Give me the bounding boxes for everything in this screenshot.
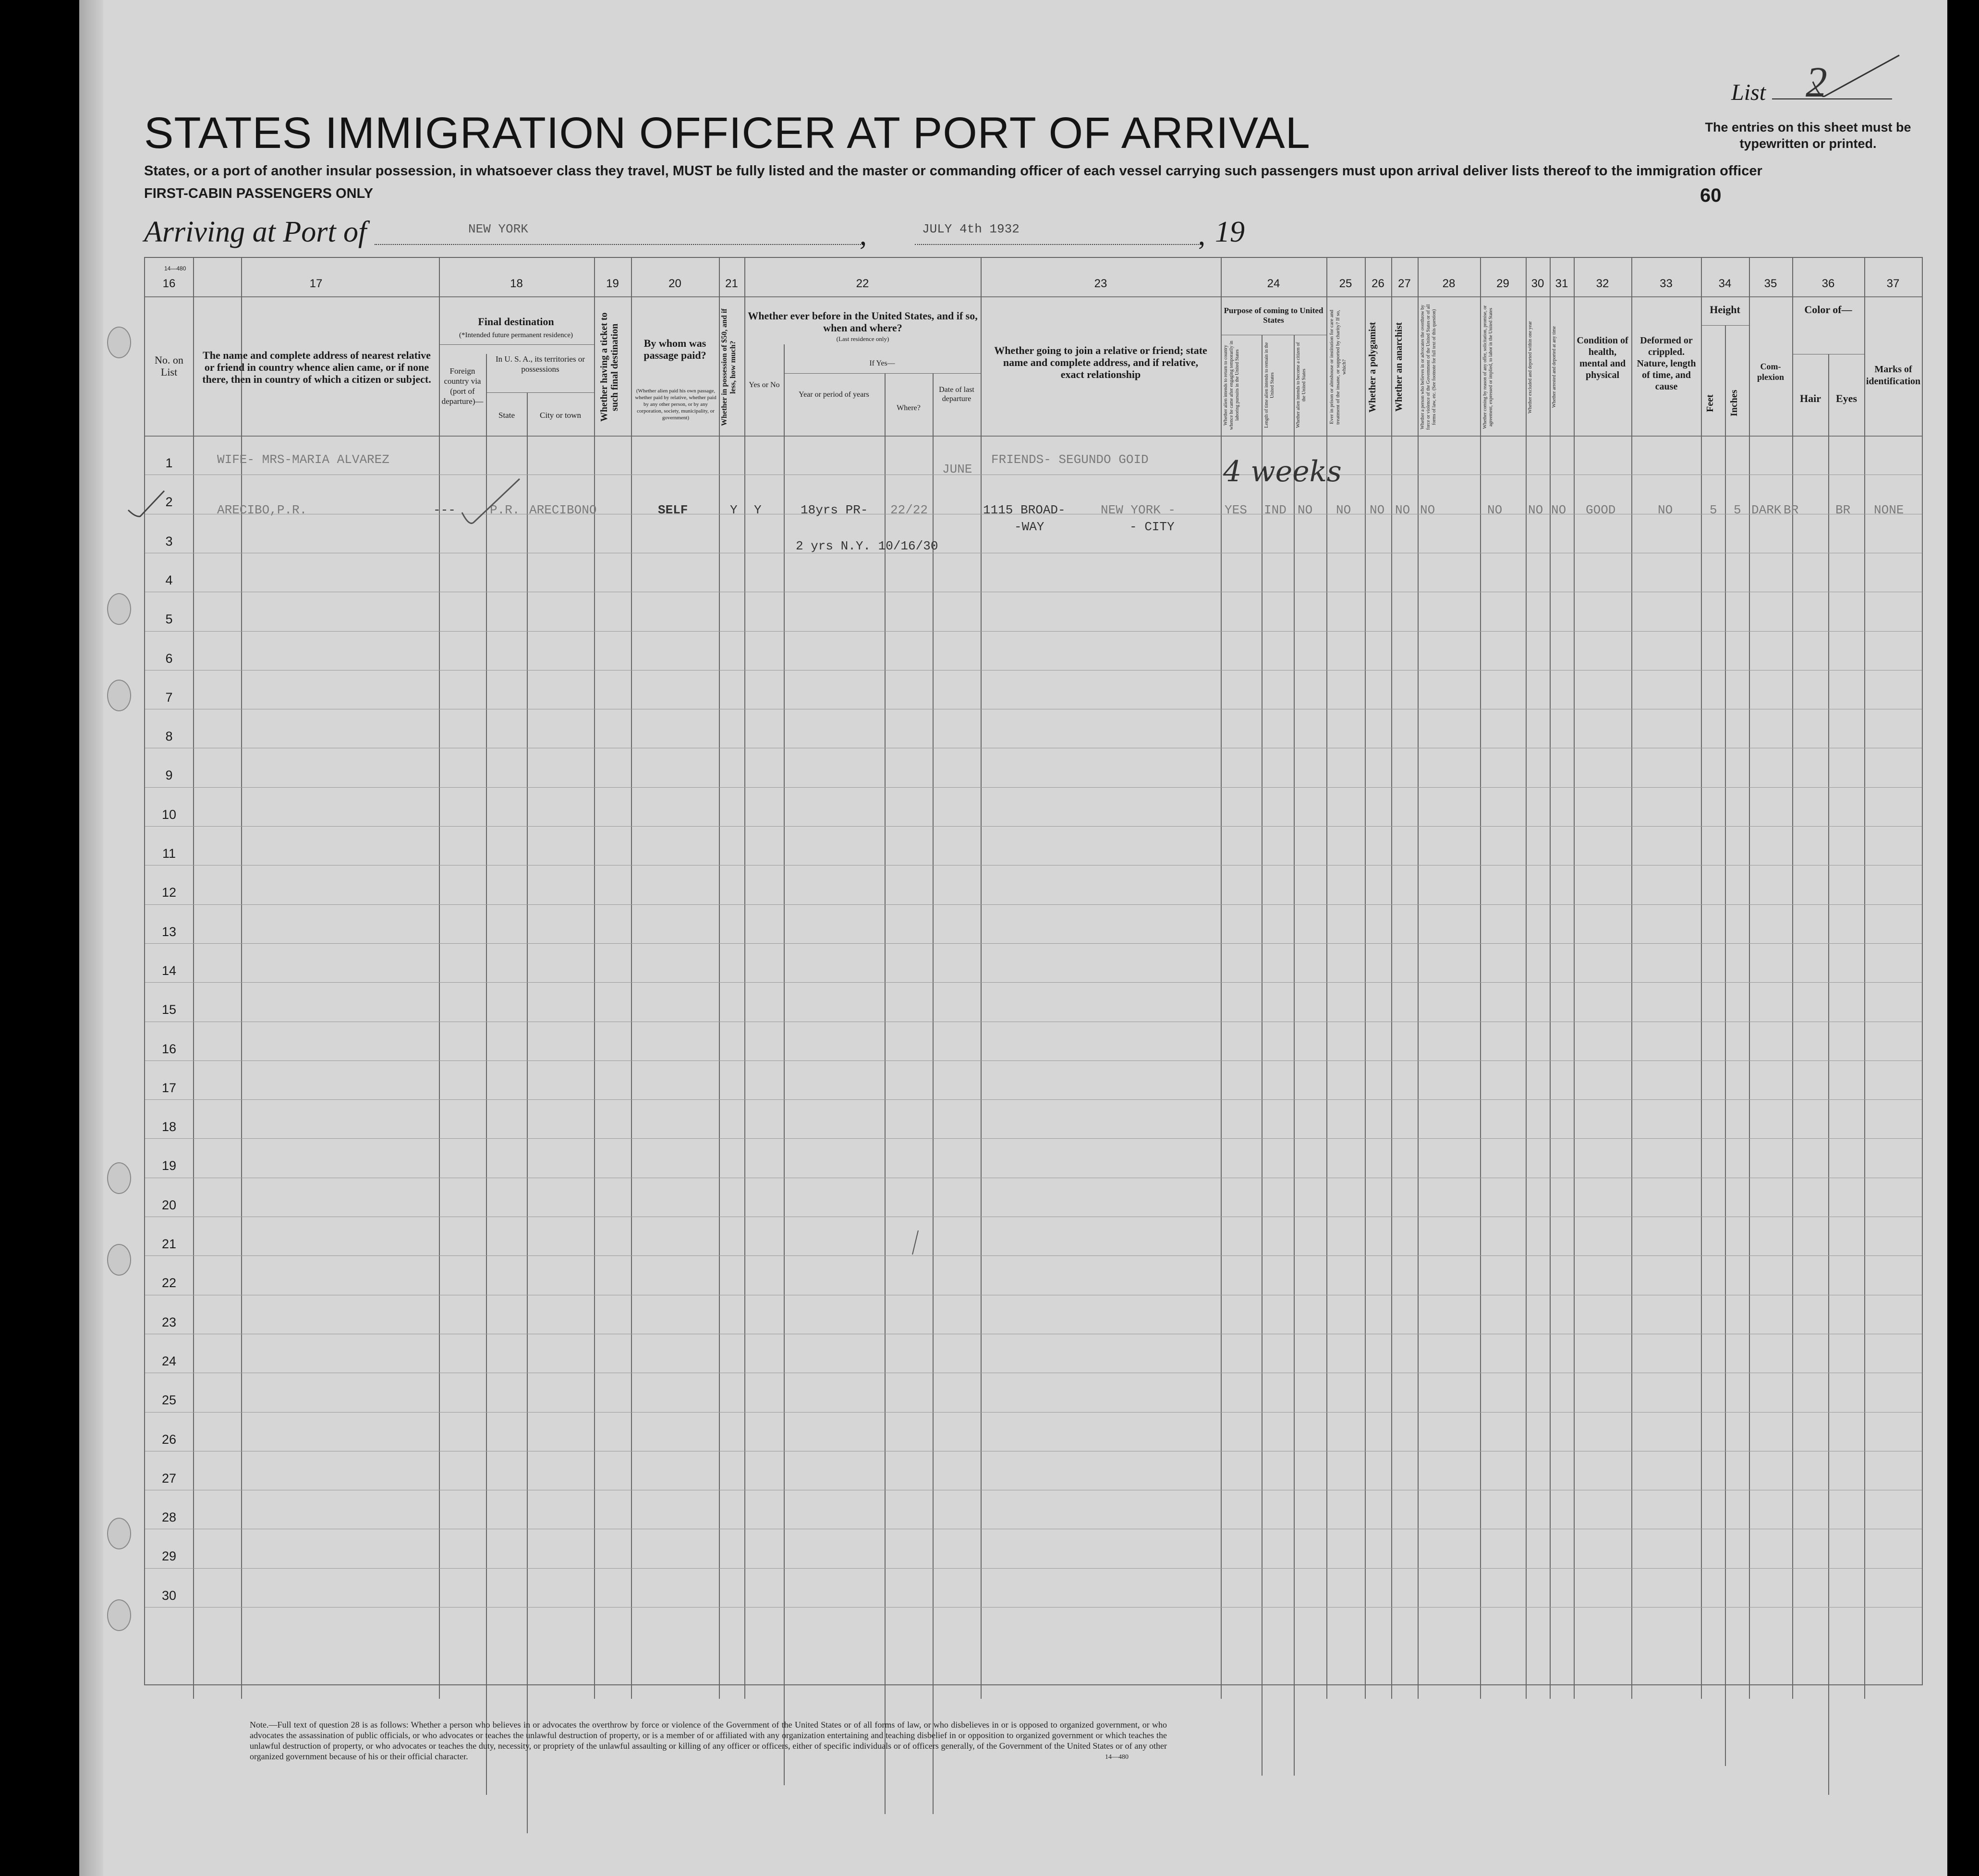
header-nearest-relative: The name and complete address of nearest relative or friend in country whence alien came, or if none there, then in country of which a citizen or subject.: [202, 349, 431, 385]
row-number: 29: [161, 1549, 177, 1564]
relative-name: WIFE- MRS-MARIA ALVAREZ: [217, 452, 389, 467]
column-divider: [1701, 258, 1702, 1699]
deformed-value: NO: [1658, 503, 1673, 517]
inches-value: 5: [1734, 503, 1741, 517]
column-divider: [1631, 258, 1632, 1699]
column-divider: [1864, 258, 1865, 1699]
header-purpose: Purpose of coming to United States: [1224, 306, 1323, 325]
joining-city-1: NEW YORK -: [1101, 503, 1176, 517]
check-mark-icon: [457, 474, 524, 532]
feet-value: 5: [1710, 503, 1717, 517]
punch-hole: [107, 327, 131, 358]
q26-value: NO: [1370, 503, 1385, 517]
row-number: 11: [162, 846, 176, 861]
col-number-18: 18: [510, 277, 523, 290]
comma-separator: ,: [1198, 219, 1205, 251]
row-number: 14: [161, 963, 177, 978]
header-anarchist: Whether an anarchist: [1394, 322, 1404, 412]
row-number: 17: [161, 1080, 177, 1095]
health-value: GOOD: [1586, 503, 1616, 517]
column-divider: [1418, 258, 1419, 1699]
handwritten-length-note: 4 weeks: [1223, 455, 1342, 488]
column-divider: [1574, 258, 1575, 1699]
list-check-mark-icon: [1808, 53, 1904, 106]
row-number: 18: [161, 1120, 177, 1134]
col-number-31: 31: [1555, 277, 1568, 290]
header-going-to-join: Whether going to join a relative or friend; state name and complete address, and if relative, exact relationship: [994, 344, 1207, 380]
header-eyes: Eyes: [1836, 392, 1857, 404]
foreign-country-value: ---: [433, 503, 456, 517]
row-number: 24: [161, 1353, 177, 1368]
column-divider: [933, 373, 934, 1814]
q29-value: NO: [1487, 503, 1503, 517]
header-foreign-country: Foreign country via (port of departure)—: [441, 366, 484, 406]
col-number-30: 30: [1531, 277, 1544, 290]
header-q30: Whether excluded and deported within one year: [1528, 321, 1533, 414]
header-prison: Ever in prison or almshouse or institution for care and treatment of the insane, or supported by charity? If so, which?: [1329, 310, 1347, 425]
check-mark-icon: [126, 488, 169, 522]
col-number-32: 32: [1596, 277, 1609, 290]
date-value: JULY 4th 1932: [922, 222, 1020, 236]
header-ticket: Whether having a ticket to such final destination: [599, 312, 620, 422]
purpose-citizen-value: NO: [1298, 503, 1313, 517]
subheader-line: [439, 344, 594, 345]
col-number-24: 24: [1267, 277, 1280, 290]
punch-hole: [107, 1599, 131, 1631]
joining-address-2: -WAY: [1014, 520, 1044, 534]
port-value: NEW YORK: [468, 222, 528, 236]
header-yes-no: Yes or No: [749, 381, 780, 389]
col-number-22: 22: [856, 277, 869, 290]
row-number: 15: [161, 1002, 177, 1017]
column-divider: [981, 258, 982, 1699]
page-title: STATES IMMIGRATION OFFICER AT PORT OF ARRIVAL: [144, 109, 1311, 158]
footnote-form-code: 14—480: [1105, 1754, 1129, 1761]
purpose-return-value: YES: [1225, 503, 1247, 517]
row-number: 23: [161, 1315, 177, 1329]
header-purpose-citizen: Whether alien intends to become a citizen of the United States: [1296, 342, 1307, 428]
column-divider: [1526, 258, 1527, 1699]
before-second-line: 2 yrs N.Y. 10/16/30: [796, 539, 938, 553]
row-line: [145, 787, 1922, 788]
date-field-line: [915, 244, 1201, 245]
header-health: Condition of health, mental and physical: [1577, 335, 1628, 380]
row-line: [145, 982, 1922, 983]
header-feet: Feet: [1705, 394, 1715, 412]
header-divider: [145, 296, 1922, 297]
header-passage-paid: By whom was passage paid?: [643, 337, 706, 361]
column-divider: [1725, 325, 1726, 1766]
column-divider: [1480, 258, 1481, 1699]
column-divider: [486, 354, 487, 1795]
page-binding-edge: [79, 0, 103, 1876]
footnote-text: Note.—Full text of question 28 is as follows: Whether a person who believes in or advocates the overthrow by force or violence of the Government of the United States or of all forms of law, or who disbelieves in or is opposed to organized government, or who advocates the assassination of public officials, or who advocates or teaches the unlawful destruction of property, or is a member of or affiliated with any organization entertaining and teaching disbelief in or opposition to organized government or which teaches the unlawful destruction of property, or who advocates or teaches the duty, necessity, or propriety of the unlawful assaulting or killing of any officer or officers, either of specific individuals or of officers generally, of the Government of the United States or of any other organized government because of his or their official character.: [250, 1720, 1167, 1761]
header-purpose-length: Length of time alien intends to remain in the United States: [1264, 342, 1275, 428]
header-bottom-line: [145, 436, 1922, 437]
punch-hole: [107, 593, 131, 625]
col-number-19: 19: [606, 277, 619, 290]
punch-hole: [107, 1518, 131, 1549]
col-number-21: 21: [725, 277, 738, 290]
column-divider: [1365, 258, 1366, 1699]
row-number: 16: [161, 1041, 177, 1056]
col-number-33: 33: [1660, 277, 1673, 290]
row-number: 1: [165, 456, 173, 470]
row-number: 9: [165, 768, 173, 783]
year-prefix: 19: [1215, 216, 1245, 248]
column-divider: [1550, 258, 1551, 1699]
header-q29: Whether coming by reason of any offer, solicitation, promise, or agreement, expressed or implied, to labor in the United States: [1482, 305, 1493, 429]
header-height: Height: [1710, 304, 1740, 316]
row-number: 19: [161, 1158, 177, 1173]
header-ever-before: Whether ever before in the United States, and if so, when and where?: [748, 310, 978, 334]
list-label: List: [1731, 80, 1766, 105]
header-final-destination-note: (*Intended future permanent residence): [459, 331, 573, 339]
row-line: [145, 1568, 1922, 1569]
marks-value: NONE: [1874, 503, 1904, 517]
header-fifty-dollars: Whether in possession of $50, and if less, how much?: [720, 308, 737, 426]
col-number-25: 25: [1339, 277, 1352, 290]
header-final-destination: Final destination: [478, 316, 554, 328]
header-inches: Inches: [1729, 390, 1739, 417]
column-divider: [1391, 258, 1392, 1699]
col-number-20: 20: [668, 277, 681, 290]
row-line: [145, 1255, 1922, 1256]
col-number-36: 36: [1821, 277, 1835, 290]
row-number: 12: [161, 885, 177, 900]
column-divider: [1749, 258, 1750, 1699]
row-number: 3: [165, 534, 173, 548]
row-number: 6: [165, 651, 173, 666]
city-value: ARECIBONO: [529, 503, 597, 517]
comma-separator: ,: [860, 219, 867, 251]
header-in-usa: In U. S. A., its territories or possessions: [495, 354, 585, 374]
footnote: [250, 1719, 1167, 1762]
q31-value: NO: [1551, 503, 1566, 517]
q28-value: NO: [1420, 503, 1435, 517]
subheader-line: [486, 392, 594, 393]
column-divider: [1828, 354, 1829, 1795]
page-number: 60: [1700, 185, 1722, 206]
punch-hole: [107, 1162, 131, 1194]
header-if-yes: If Yes—: [869, 359, 895, 367]
punch-hole: [107, 680, 131, 711]
q30-value: NO: [1528, 503, 1543, 517]
row-line: [145, 1412, 1922, 1413]
row-line: [145, 631, 1922, 632]
header-date-last-departure: Date of last departure: [939, 386, 974, 403]
before-date-value: 22/22: [890, 503, 928, 517]
header-where: Where?: [897, 404, 921, 412]
col-number-23: 23: [1094, 277, 1107, 290]
row-number: 22: [161, 1276, 177, 1291]
row-line: [145, 826, 1922, 827]
col-number-16: 16: [162, 277, 176, 290]
header-marks: Marks of identification: [1866, 364, 1921, 387]
header-color-of: Color of—: [1804, 304, 1852, 316]
row-number: 5: [165, 612, 173, 627]
relative-address: ARECIBO,P.R.: [217, 503, 307, 517]
q27-value: NO: [1395, 503, 1410, 517]
row-number: 30: [161, 1588, 177, 1603]
header-last-residence: (Last residence only): [836, 335, 889, 342]
header-purpose-return: Whether alien intends to return to country whence he came after engaging temporarily in laboring pursuits in the United States: [1223, 341, 1240, 430]
column-divider: [885, 373, 886, 1814]
row-number: 21: [161, 1237, 177, 1251]
column-divider: [784, 344, 785, 1785]
header-no-on-list: No. on List: [155, 354, 183, 378]
header-deformed: Deformed or crippled. Nature, length of time, and cause: [1637, 335, 1696, 392]
row-number: 7: [165, 690, 173, 705]
col-number-34: 34: [1718, 277, 1732, 290]
column-divider: [1221, 258, 1222, 1699]
row-number: 26: [161, 1432, 177, 1447]
joining-city-2: - CITY: [1129, 520, 1175, 534]
subheader-line: [1701, 325, 1749, 326]
row-number: 8: [165, 729, 173, 744]
col-number-37: 37: [1886, 277, 1900, 290]
column-divider: [241, 258, 242, 1699]
row-number: 28: [161, 1510, 177, 1525]
column-divider: [1792, 258, 1793, 1699]
row-line: [145, 1099, 1922, 1100]
row-number: 25: [161, 1393, 177, 1408]
header-year-period: Year or period of years: [799, 390, 869, 399]
joining-value: FRIENDS- SEGUNDO GOID: [991, 452, 1149, 467]
col-number-17: 17: [309, 277, 323, 290]
stray-mark-icon: [909, 1228, 923, 1257]
arriving-label: Arriving at Port of: [144, 216, 367, 248]
column-divider: [439, 258, 440, 1699]
purpose-length-value: IND: [1264, 503, 1287, 517]
header-hair: Hair: [1800, 392, 1821, 404]
header-polygamist: Whether a polygamist: [1367, 322, 1378, 413]
col-number-29: 29: [1496, 277, 1509, 290]
header-complexion: Com-plexion: [1757, 362, 1784, 382]
header-passage-note: (Whether alien paid his own passage, whether paid by relative, whether paid by any other person, or by any corporation, society, municipality, or government): [635, 388, 716, 421]
column-divider: [719, 258, 720, 1699]
row-line: [145, 943, 1922, 944]
instruction-line: States, or a port of another insular possession, in whatsoever class they travel, MUST be fully listed and the master or commanding officer of each vessel carrying such passengers must upon arrival deliver lists thereof to the immigration officer: [144, 163, 1762, 179]
column-divider: [744, 258, 745, 1699]
joining-address-1: 1115 BROAD-: [983, 503, 1066, 517]
manifest-table: [144, 257, 1923, 1685]
punch-hole: [107, 1244, 131, 1276]
state-value: P.R.: [490, 503, 520, 517]
before-years-value: 18yrs PR-: [801, 503, 868, 517]
row-number: 2: [165, 495, 173, 510]
row-number: 10: [161, 807, 177, 822]
row-line: [145, 904, 1922, 905]
subheader-line: [784, 373, 981, 374]
list-number: 2: [1806, 59, 1827, 106]
column-divider: [594, 258, 595, 1699]
row-line: [145, 1607, 1922, 1608]
header-q31: Whether arrested and deported at any time: [1552, 326, 1557, 408]
col-number-28: 28: [1442, 277, 1456, 290]
row-number: 13: [161, 924, 177, 939]
form-code: 14—480: [164, 265, 186, 272]
header-state: State: [498, 411, 515, 420]
row-number: 27: [161, 1471, 177, 1486]
passage-value: SELF: [658, 503, 688, 517]
class-line: FIRST-CABIN PASSENGERS ONLY: [144, 186, 373, 201]
column-divider: [527, 392, 528, 1833]
complexion-value: DARK: [1751, 503, 1782, 517]
col-number-26: 26: [1372, 277, 1384, 290]
header-city: City or town: [540, 411, 581, 420]
entries-note: The entries on this sheet must be typewritten or printed.: [1705, 120, 1911, 151]
q25-value: NO: [1336, 503, 1351, 517]
before-date-month: JUNE: [942, 462, 972, 476]
hair-value: BR: [1784, 503, 1799, 517]
column-divider: [1294, 335, 1295, 1776]
column-divider: [631, 258, 632, 1699]
col-number-27: 27: [1398, 277, 1411, 290]
column-divider: [193, 258, 194, 1699]
port-field-line: [375, 244, 864, 245]
header-q28: Whether a person who believes in or advocates the overthrow by force or violence of the Government of the United States or of all forms of law, etc. (See footnote for full text of this question): [1420, 304, 1437, 430]
eyes-value: BR: [1835, 503, 1851, 517]
ticket-value: Y: [730, 503, 738, 517]
column-divider: [1262, 335, 1263, 1776]
row-number: 20: [161, 1197, 177, 1212]
col-number-35: 35: [1764, 277, 1777, 290]
money-value: Y: [754, 503, 762, 517]
row-number: 4: [165, 573, 173, 587]
row-line: [145, 1138, 1922, 1139]
row-line: [145, 1060, 1922, 1061]
